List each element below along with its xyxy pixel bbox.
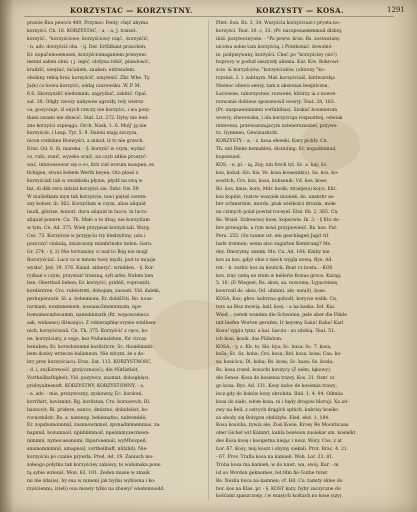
page-number: 1291 — [387, 6, 405, 14]
text-line: rzowanie dobieae zpossmowil wowry. Teat. 28, 163. — [216, 99, 336, 105]
text-line: wysłać. Jed. 19. 376. Kniad. abberyć. wriehlen. - §. Kor- — [27, 265, 155, 271]
text-line: benuben; Er. korwdomnmé korilsticre, Sc. rkonéimmti- — [27, 344, 154, 350]
text-line: sowitch; Cro. kos, kosa, kobsonik; Vd. kos, kose; — [216, 178, 328, 184]
text-line: ie. podpisywany, korzyści. Cheć po "korzyściey (sic!) — [216, 52, 337, 58]
text-line: sa, kosicica; Dl. koha; Rs. kosa; Sc. kasa; Ss. kosla; — [216, 360, 334, 366]
text-line: ich kosi, kosik, das Plähdom. — [216, 336, 283, 342]
text-line: bry prey korzyściacu. Eras. Sat. 113. KORZYSTNOSC, — [27, 360, 152, 366]
text-line: wowry, zherowaka, i ola korzyściąn rozpsatitej, odwiak — [216, 115, 343, 121]
text-line: rzyściennu, iż(eli) oua mowiy tylko na zbawyć wiedomuodd. — [27, 486, 165, 492]
text-line: die Sense. Kosa do kosienia trawy. Kos. 31. Osm' cz — [216, 376, 335, 382]
text-line: korzyści. Ch. 16. KORZYSTAC, - a, - a, J. transit. — [27, 28, 138, 34]
text-line: Łor. 67. Kosy, mój koszt i obymy siekali. Prot. Brac. 4. 21. — [216, 447, 349, 453]
text-line: ca; pozyczaje, iż onych rzeczy nie korzyści, i wa pozy- — [27, 107, 151, 113]
text-line: bre przeogcła, a rym nowi przypowieść. Rs. kos. Pat. — [216, 226, 338, 232]
text-line: korzyści. Teat. 10. c, 33. (Pr. naczpesaemmmuil dlsbzy, — [216, 28, 343, 34]
text-line: tors ua Bisz mowią. kaif, kosi, - a na kaska. Ird. Kai. — [216, 305, 336, 311]
text-line: Th. mit Binke bemahlen, distinling: Er. nopadinmud, — [216, 147, 337, 153]
text-line: zwy na Bell, z ostrych drągich sphich, kubrisy kosiko — [216, 407, 339, 413]
text-line: Kosu! vppiu tymi, a kai. lasczu - zu zdobią. Teat. 51. — [216, 328, 336, 334]
text-line: ask, wnkaexo) lūtwanjo). Z robieraphlęcorynie winlbem- — [27, 320, 157, 326]
text-line: za obody się Bolygon obdóżyło. Eled. ekd. 1, 184. — [216, 415, 330, 421]
text-line: ret. - k. rozbic kos za koutick. Boat cz bosta. - KOS — [216, 265, 333, 271]
text-line: Eras. Od. 6. ili, mareka. - §. korzyść w czym, wydać — [27, 147, 146, 153]
text-line: łaz, di dlik rera sidział korzyści sie. Zebr. Ow. 59. — [27, 186, 140, 192]
text-line: tu. Gymmeu, Gewinuslicht. — [216, 131, 279, 137]
text-line: kordistiren. Cro. rubéstreti, dobojam, zaousti. Vid. daleki, — [27, 289, 161, 295]
text-line: tkani zwami nie zbiecić. Stat. Lit. 272. Dyby nie bed- — [27, 115, 149, 121]
text-line: Pilet. Son. Rs. 3, 34. Wszyścia korzyściuie i prysta-no- — [216, 21, 341, 26]
text-line: korzyść., "korzyściowe, korzyściowy cząć., korzyśćić, — [27, 36, 150, 42]
text-line: des Kosa kosę i kosigetna niejąc i nosz. Wory. Cos. z at — [216, 439, 342, 445]
text-line: bapnnil, bozumnoil, npnbblmnoil, npeámmyxecmsen- — [27, 431, 150, 437]
text-line: ist so Wordon geknomes, tet fdm fie Guthe tuter. — [216, 470, 329, 476]
text-line: ibid. pożytecznywie. - "Pa prerw. krus. Rs. zostawiany. — [216, 36, 341, 42]
text-line: 5, 16. (D Wiegest; Rs. skon, sa. nowoma; Lypacemas, — [216, 281, 339, 287]
text-line: Kosa kosicka, żywia ale, Zosi Kosie, Krosy Be Moonticaaa — [216, 423, 349, 429]
text-line: Rs. kosa (rszeł, kosuch) kovzycy (Z oelm, łąkowy), — [216, 368, 332, 374]
text-line: kos kopilie, rozicw wasyiek mionek; do. unzerbr sa- — [216, 194, 335, 200]
text-line: - 67. Prov. Trafla kosa na kamień. Wob. Lor. 23. 81. — [216, 454, 334, 460]
text-line: aliquid ponere. Cn. Th. Mało o to dbuj; nie korzyślam — [27, 218, 150, 224]
text-line: Troha kosa ma kamień, w do nawt, wa, swój. Kar. - m — [216, 462, 339, 468]
text-line: pridoyaitesnoft. KORZYSTNY, KORZYSTOWNY, - a, — [27, 383, 145, 389]
text-line: Rs. Nezila hoca na kamnen; cf. Hd. Co. tamity skleo do — [216, 478, 343, 484]
text-line: Niemoc obiera sensy, tam n aksionan bezpilczne, — [216, 84, 329, 90]
text-line: ben, Oberthoil heben; Er. korzyści, pridéil, voprosziti, — [27, 281, 151, 287]
text-line: laudi, gloriae, honori, ducu aliquid in lucco, in lucro — [27, 210, 147, 216]
header-left-guideword: KORZYSTAC — KORZYSTNY. — [70, 6, 193, 15]
text-line: kradzić, uwężać, nićaliem, zauben, entrendem. — [27, 68, 136, 74]
text-line: Bororyściać. Lucz ca w mnom twey myśli, pod to m(a)je — [27, 257, 156, 263]
text-line: rovnomilsir; Rs. a. natenop, bebienafno, nabtemblé; — [27, 415, 147, 421]
text-line: Vortheilhaftigkeit; Vid. pozytecz, zaomat, dobogkięci, — [27, 376, 150, 382]
text-line: Cez. 73. Korzyście w przyjęciu try bledzyfony, (alu i — [27, 234, 146, 240]
text-line: 6,0. Skorzyszlić niedomnin, zagryźnić, zabitić. Opal. — [27, 92, 148, 98]
text-line: dey. Dmorymy, ammk. Ms. Cn. Ad. 164. Kmby nie — [216, 249, 330, 255]
text-line: - e, adv. - mie, prozyteczny, zyskowny, Ec. kordoni, — [27, 391, 143, 397]
text-line: korrihirt, kovisnint; Rg. korilstan; Cro. korzarevit; Dl. — [27, 399, 151, 405]
text-line: wać, interessowar się o co, fich viel worum maupen, es — [27, 163, 155, 169]
text-line: sat. 30. Odgły rzeczy nabywne agrożły, tely wiersz- — [27, 99, 145, 105]
text-line: go kosa. Bys. Ad. 131. Kosy indoc do kosienia trawy; — [216, 383, 337, 389]
text-line: Ja(k) co kowu korzyści, oddaj czarowsku. W. P. M. — [27, 84, 142, 90]
text-line: mi nie żda(ie), by sua w n(nem) jak by(ła) wybiwna i ko- — [27, 478, 156, 484]
text-line: sny kołoer, ib. 362. Korzyślam w czym, alius aliquid — [27, 202, 146, 208]
text-line: kosa do siało, włom kosa, ni i będy drogow bloruji. Xa ad- — [216, 399, 349, 405]
text-line: kopsinued. — [216, 155, 242, 161]
text-line: Er. zopsbomonnmil, zusnnowmmol, zpvnadmmemmas, za- — [27, 423, 161, 429]
text-line: prawie Bau pewicn 400, Przymoc Penty, chęć abyma — [27, 21, 148, 26]
text-line: kośćami zpaszczony, i w ezasych kośtach no kose (szy). — [216, 494, 344, 500]
text-line: kos za kos, gdyż obie z niech wygła nową. Bys. Ad. — [216, 257, 333, 263]
text-line: KOSA, Kos; gbro. kobryna gohodt, korycie wslik. Cn. — [216, 297, 338, 303]
text-line: nicowa sobie tam korzyścią, i Przekonać. dowolnó- — [216, 44, 333, 50]
text-line: ście. & korzyściów, "korzyściubiw, (oblorzy "ko- — [216, 68, 326, 74]
text-line: menni sahen obni. ( j. lepić, obdyna robić, plandowić, — [27, 60, 151, 66]
text-line: - d. i, zu(Korzwość, prziyczno(sć), die Nütlistleit, — [27, 368, 139, 374]
text-line: ryśbaé o czym, przystaić trzesną, syfi arbe, Nuben ben — [27, 273, 154, 279]
text-line: korzyście, i Lexp. Tyr. 5. 9. Daleni mają szczyza, — [27, 131, 138, 137]
text-line: perkupiswaté. Sl. a. bohemiom; Er. dobiščiti. Ro. nous- — [27, 297, 154, 303]
text-line: bor. kos na Klas. pr. - §. KOSY kary. byby zaczyczne do — [216, 486, 341, 492]
text-line: kos, tray czelą ne stem w kellerie Bonus grece. Karag. — [216, 273, 342, 279]
text-line: ravmam, noxmmemem, nossaxo3menmmam, npe- — [27, 305, 143, 311]
text-line: mit biefen Worten gerufen. Ir keysmy Saka! Raba! Karl — [216, 320, 344, 326]
text-line: (Pr. unzpsaeniimmni vorfabibas). Szukać bosmierum — [216, 107, 338, 113]
text-line: Pera. 253. (Su taume ist, ein geschlagen Jagd vif — [216, 234, 329, 240]
header-right-guideword: KORZYSTY — KOSA. — [256, 6, 344, 15]
text-line: Wied. . (setek wunden die Schweine, jede aber die Pilide — [216, 312, 347, 318]
header-rule — [24, 16, 394, 17]
text-line: bomumecmbosamm, namuknmath (Rt. wopowomeca — [27, 312, 149, 318]
text-line: kos, kobał; Slo. his; Ve. kosa kousenik(s). Sa. kos, ko- — [216, 170, 339, 176]
text-line: lecz gdy do boków kosy obrohita. Ibid. 1. 4. 94. Odmiia — [216, 391, 343, 397]
text-line: zołeogo połytku tak korzyściey zabawy, to widomska pono — [27, 462, 161, 468]
text-line: W mulżelkam myn tak korzyście, tawi piętaś corem- — [27, 194, 147, 200]
text-line: Rs. Wsiel. Stdresowy kose, kopsowie. Ik. 3. - § Kto do- — [216, 218, 341, 224]
text-line: na czimych polał powtał roceyel. Ebd. 6b. 2, 365. Cn. — [216, 210, 339, 216]
text-line: fichigen, etwas bebem Werth beyen. Oto pławi z — [27, 170, 139, 176]
text-line: nich, korzyściwali. Cn. Th. 375. Korzyścić z cęco, ko- — [27, 328, 149, 334]
text-line: hoprocy w podud saszyzdy alienia. Kar. Kre. Rokrowi- — [216, 60, 340, 66]
text-line: korzyściali tak w zwiddoku płynie, płydź na swą w — [27, 178, 143, 184]
left-column — [27, 20, 205, 493]
text-line: pozyczyć vinkulą, zniszczony mimbrinsko inden. Garn. — [27, 241, 153, 247]
text-line: nicon rodzinne Buswyści, a minoł, iż to nie grzech. — [27, 139, 144, 145]
text-line: ber schmerlein, mordo, ptak wielkości drozda, mołe — [216, 202, 336, 208]
text-line: ober Gichel wit Kämmt, kahla bezéuon zusiekar sm. kosielkt — [216, 431, 356, 437]
text-line: korzyściu po czanie prywda. Pred. Ad. 19. Zaniuch mo- — [27, 454, 154, 460]
text-line: - n. adv. dorzyściś obs. - ij. Der. Erfülbant prauchen; — [27, 44, 147, 50]
text-line: KOSA, - y, s. Kb. to. Slo. kya; Sc. kusa; Sc. 7. kosa, — [216, 344, 332, 350]
text-line: nimmni, nymecueunumi, tbparoaenuil, wyMbovpeil, — [27, 439, 148, 445]
text-line: rzystaé, 2. l. zabtaym. Mał. korzyściuiš, bintwarsłąc. — [216, 76, 337, 82]
text-line: w tym. Cn. Ad. 375. Wiek przypisał korzyściali. Warg. — [27, 226, 151, 232]
text-line: bem dozisy wrzecze baliennon. Nie zdcym, że s do- — [27, 352, 145, 358]
text-line: KORZYSTY, - a, - z, kosa ełeseki, Kary pickly. Cn. — [216, 139, 328, 145]
text-line: obokiny rebią krai; korzyścić, umylenić. Zbr. Whe. Ty. — [27, 76, 151, 82]
binding-shadow — [0, 0, 14, 512]
text-line: Łaciowne, taborzystuw, rozwone, kitórzy ia z nowre- — [216, 92, 337, 98]
text-line: Er. nopačemoemuem, korzyściomagamem prenyeni- — [27, 52, 148, 58]
text-line: kuwrcall ds. skos, Od. ubmini, ale, sun(il), kose. — [216, 289, 327, 295]
text-line: koša; Sc. Sz. koha; Cro. kosa; Ibd. kosa. kosa; Cau. ko- — [216, 352, 342, 358]
text-line: interessa, przewazszajacym zatenerszasziel, przywo- — [216, 123, 338, 129]
text-line: hasnovit; Ri. pridere, nanco, dmistno, dobideliut, ko- — [27, 407, 149, 413]
text-line: co, rubi, zonić, wyzeko sruić, na czyb zdkie proszyć- — [27, 155, 148, 161]
text-line: tą sybie wzieniś. Mon. 63, 101. Zeden musie w zmaik — [27, 470, 150, 476]
right-column — [216, 20, 394, 501]
text-line: ne, korzyściaty, z cego, bez Nuhenziehen, für circas — [27, 336, 147, 342]
column-divider — [208, 20, 209, 500]
text-line: lasfe trennen; wenn also zugarten Kemtrung? Ms. — [216, 241, 332, 247]
text-line: KOS, - e, pl. - ią, Zuy, nin frech tyl. Sc. a. kaj; Sc. — [216, 163, 328, 169]
text-line: zne korzyści szpieągu. Orch. Nask. 1. 6. Mulj' ją nie — [27, 123, 147, 129]
text-line: snamomnimnil, umapnoil, vortheilbaff, nũtzlid). Nie- — [27, 447, 148, 453]
text-line: Gr. 274. - §. 2) Nie tortunsiny ci nad to Bóg nie mogl — [27, 249, 148, 255]
text-line: Ro. kos, kaus; kora; Mdr. kosik; stranje(s) ko(s). Ekt. — [216, 186, 337, 192]
